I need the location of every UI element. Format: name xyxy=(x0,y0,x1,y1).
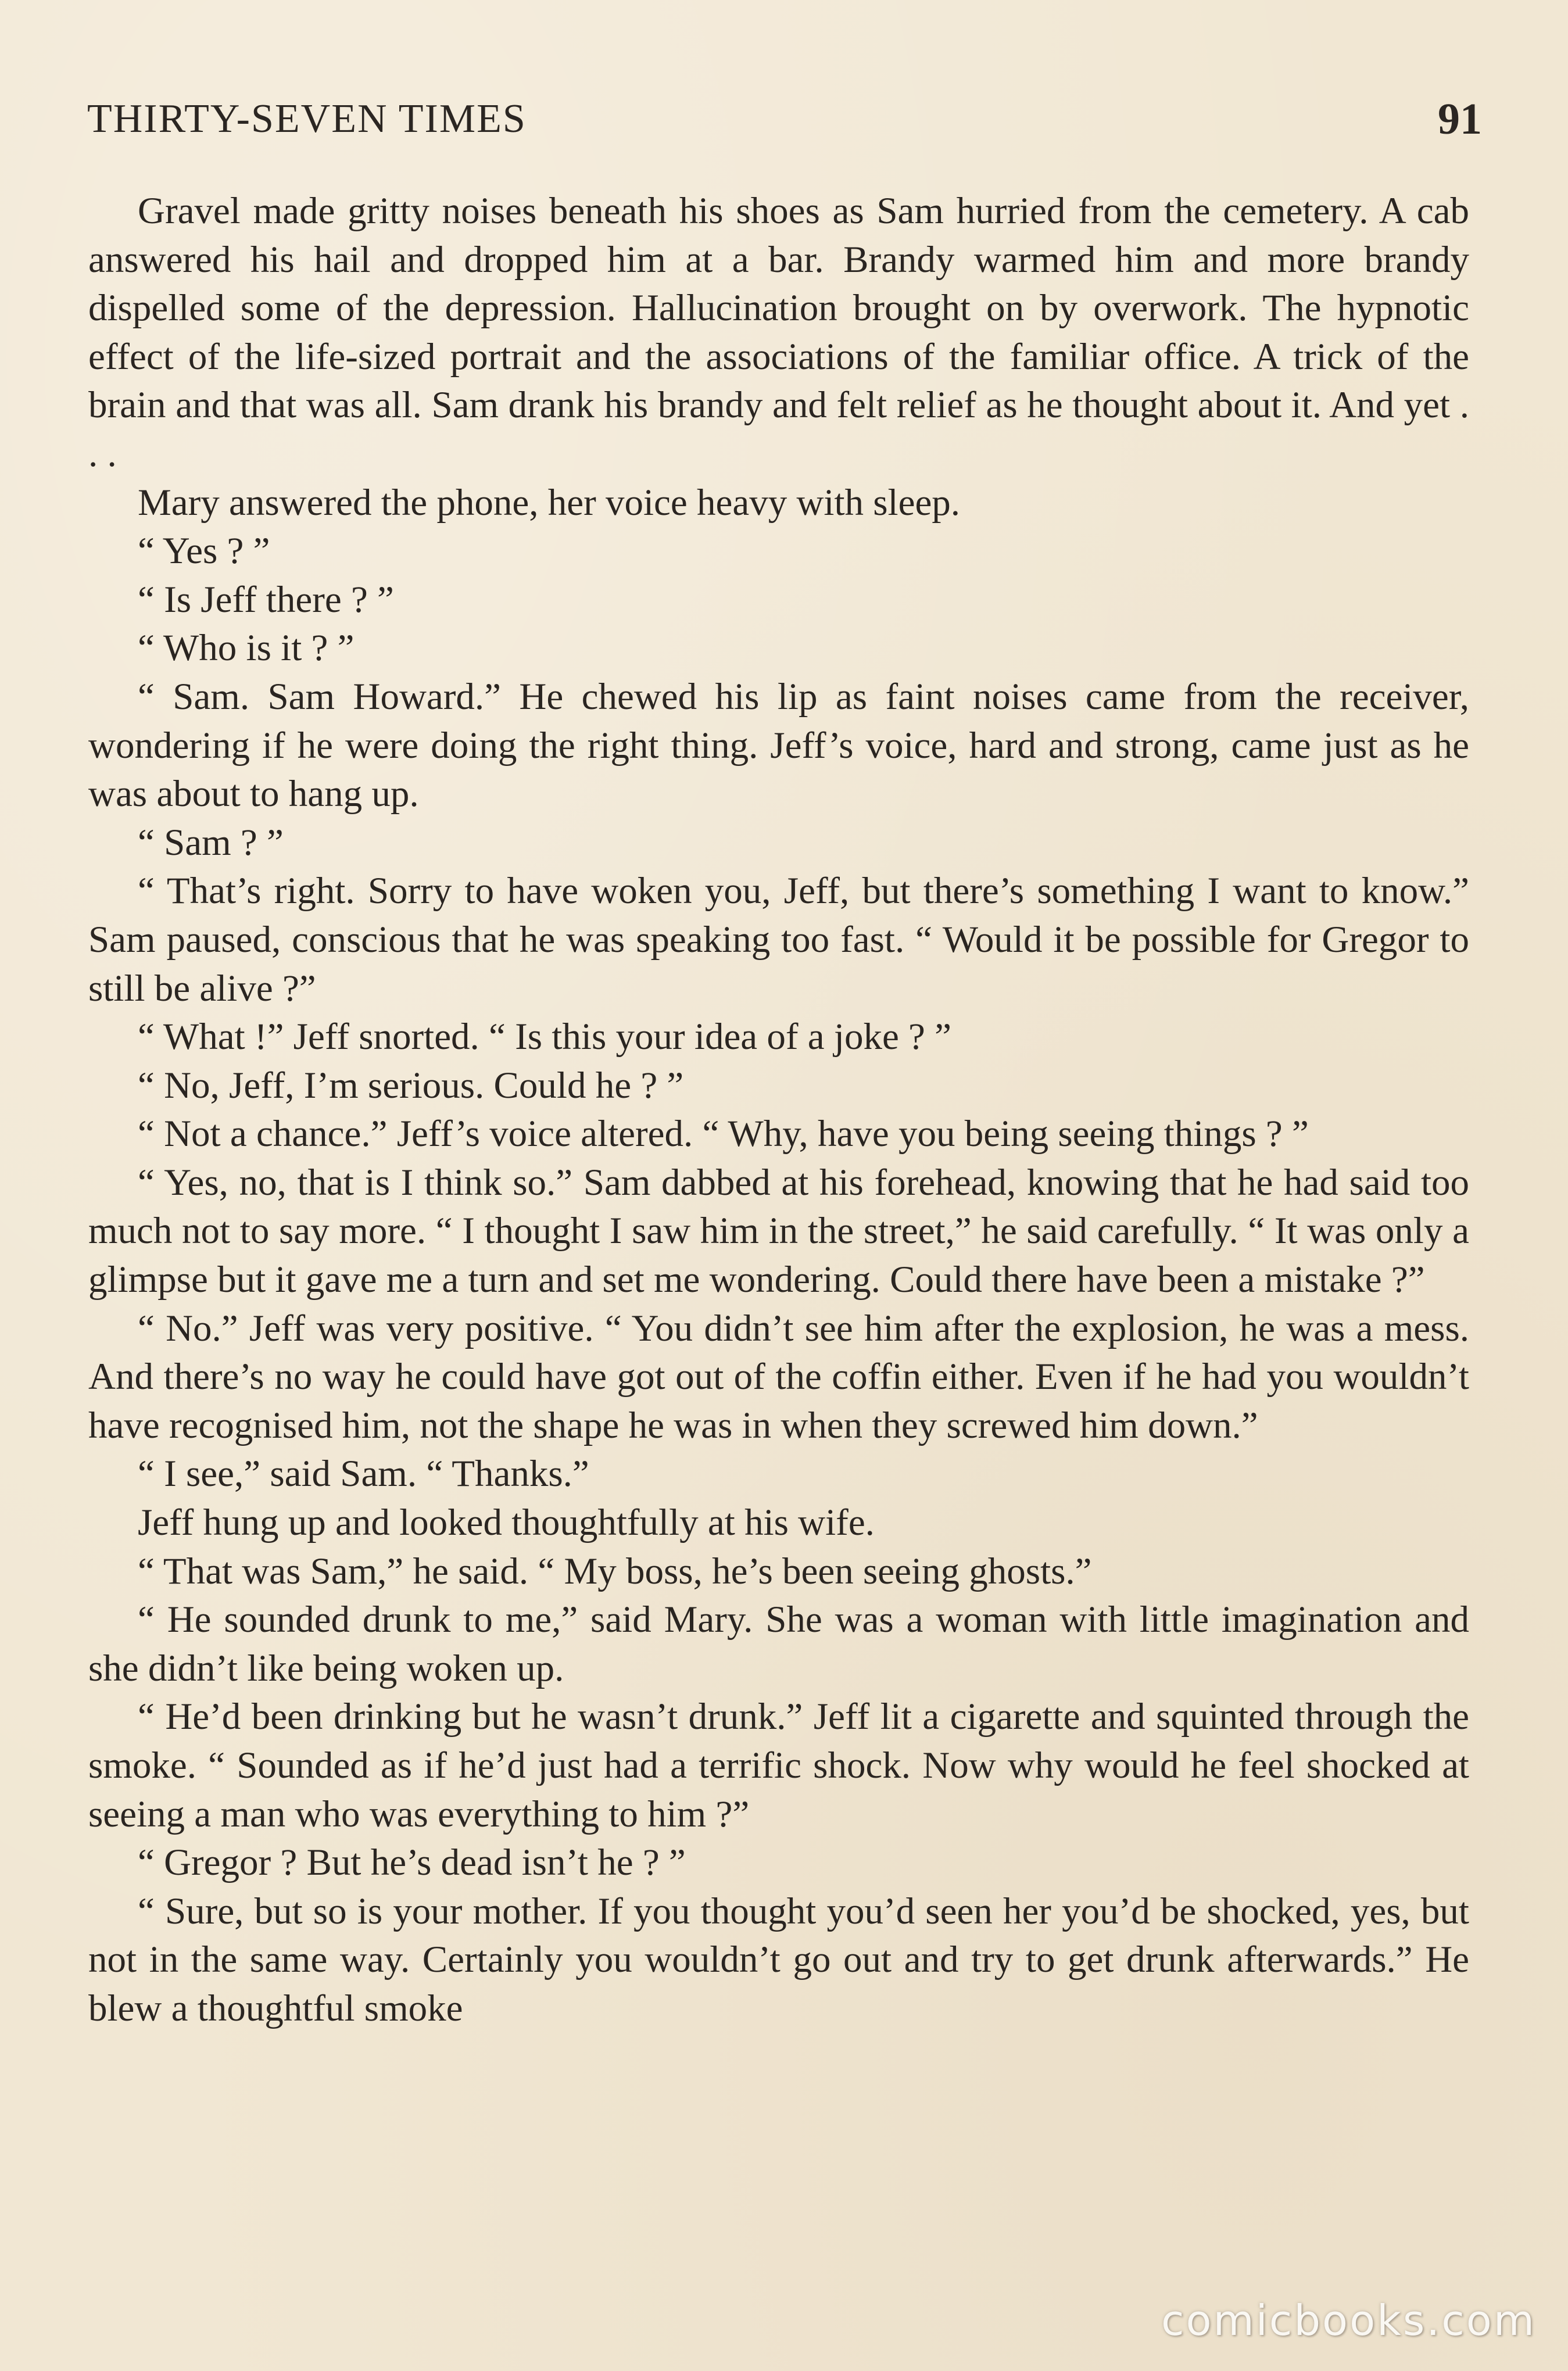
paragraph: “ Yes ? ” xyxy=(138,530,270,572)
body-text xyxy=(88,187,1469,2033)
paragraph: “ Sam. Sam Howard.” He chewed his lip as faint noises came from the receiver, wondering if he were doing the right thing. Jeff’s voice, hard and strong, came just as he was about to hang up. xyxy=(88,675,1469,815)
paragraph: “ Sure, but so is your mother. If you thought you’d seen her you’d be shocked, yes, but not in the same way. Certainly you wouldn’t go out and try to get drunk afterwards.” He blew a thoughtful smoke xyxy=(88,1890,1469,2029)
paragraph: Mary answered the phone, her voice heavy with sleep. xyxy=(138,481,961,524)
paragraph: “ Is Jeff there ? ” xyxy=(138,578,394,621)
paragraph: “ That was Sam,” he said. “ My boss, he’s been seeing ghosts.” xyxy=(138,1550,1092,1592)
running-head: THIRTY-SEVEN TIMES xyxy=(87,96,527,141)
page-number: 91 xyxy=(1438,95,1482,144)
paragraph: Gravel made gritty noises beneath his shoes as Sam hurried from the cemetery. A cab answered his hail and dropped him at a bar. Brandy warmed him and more brandy dispelled some of the depression. Hallucination brought on by overwork. The hypnotic effect of the life-sized portrait and the associations of the familiar office. A trick of the brain and that was all. Sam drank his brandy and felt relief as he thought about it. And yet . . . xyxy=(88,190,1469,475)
paragraph: “ He sounded drunk to me,” said Mary. She was a woman with little imagination and she didn’t like being woken up. xyxy=(88,1599,1469,1689)
watermark: comicbooks.com xyxy=(1161,2296,1536,2345)
paragraph: “ No.” Jeff was very positive. “ You didn’t see him after the explosion, he was a mess. And there’s no way he could have got out of the coffin either. Even if he had you wouldn’t have recognised him, not the shape he was in when they screwed him down.” xyxy=(88,1307,1469,1446)
paragraph: “ Sam ? ” xyxy=(138,821,284,864)
paragraph: “ He’d been drinking but he wasn’t drunk.” Jeff lit a cigarette and squinted through the smoke. “ Sounded as if he’d just had a terrific shock. Now why would he feel shocked at seeing a man who was everything to him ?” xyxy=(88,1696,1469,1835)
page-header xyxy=(87,87,1482,151)
paragraph: “ I see,” said Sam. “ Thanks.” xyxy=(138,1453,589,1495)
paragraph: “ That’s right. Sorry to have woken you, Jeff, but there’s something I want to know.” Sam paused, conscious that he was speaking too fast. “ Would it be possible for Gregor to still be alive ?” xyxy=(88,870,1469,1009)
paragraph: “ What !” Jeff snorted. “ Is this your idea of a joke ? ” xyxy=(138,1016,952,1058)
paragraph: “ Gregor ? But he’s dead isn’t he ? ” xyxy=(138,1842,686,1884)
paragraph: Jeff hung up and looked thoughtfully at his wife. xyxy=(138,1502,875,1544)
paragraph: “ Yes, no, that is I think so.” Sam dabbed at his forehead, knowing that he had said too much not to say more. “ I thought I saw him in the street,” he said carefully. “ It was only a glimpse but it gave me a turn and set me wondering. Could there have been a mistake ?” xyxy=(88,1161,1469,1301)
paragraph: “ Who is it ? ” xyxy=(138,627,355,669)
paragraph: “ Not a chance.” Jeff’s voice altered. “ Why, have you being seeing things ? ” xyxy=(138,1113,1309,1155)
paragraph: “ No, Jeff, I’m serious. Could he ? ” xyxy=(138,1064,684,1106)
